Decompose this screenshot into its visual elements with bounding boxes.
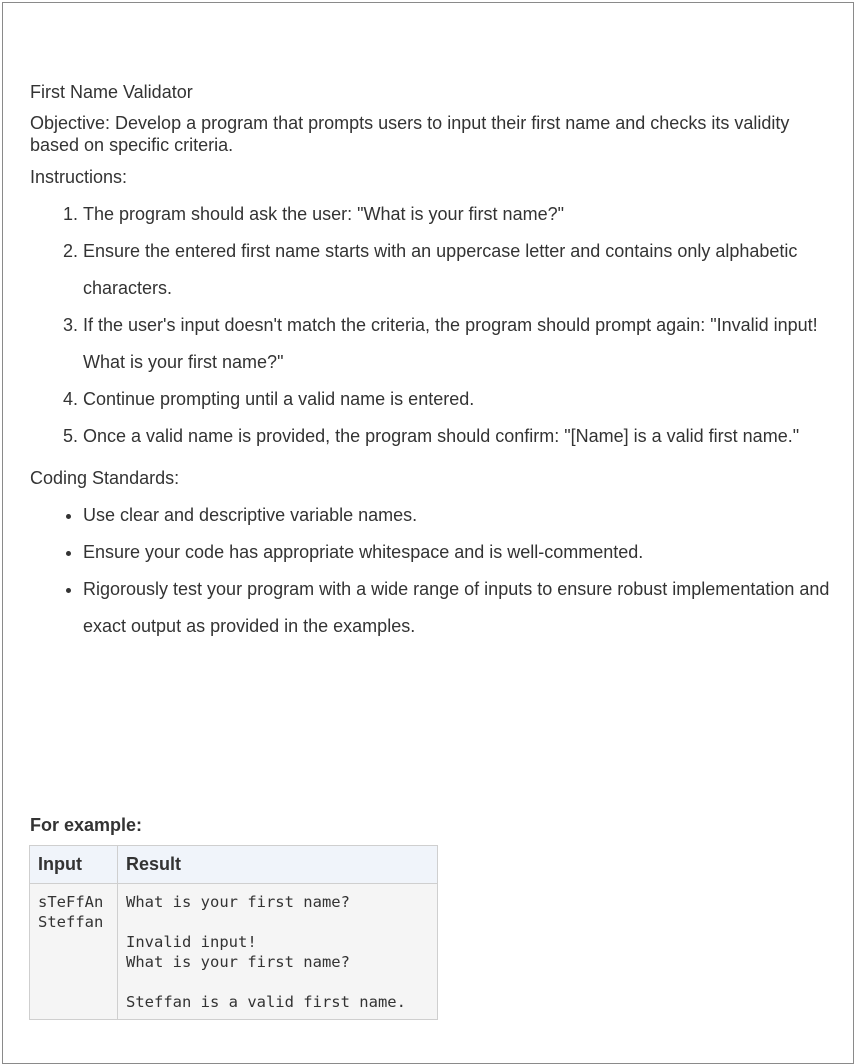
- instructions-list: [30, 196, 830, 455]
- example-result-cell: What is your first name? Invalid input! What is your first name? Steffan is a valid first name.: [118, 884, 438, 1020]
- example-table: [29, 845, 438, 1020]
- standard-item: • Ensure your code has appropriate whitespace and is well-commented.: [83, 534, 830, 571]
- input-column-header: Input: [30, 846, 118, 884]
- standard-item: • Use clear and descriptive variable names.: [83, 497, 830, 534]
- page-title: First Name Validator: [30, 82, 193, 102]
- table-header-row: [30, 846, 438, 884]
- standard-item: • Rigorously test your program with a wide range of inputs to ensure robust implementation and exact output as provided in the examples.: [83, 571, 830, 645]
- coding-standards-heading: Coding Standards:: [30, 468, 180, 488]
- example-label: For example:: [30, 815, 143, 835]
- table-row: [30, 884, 438, 1020]
- coding-standards-list: [30, 497, 830, 645]
- instruction-item: 5. Once a valid name is provided, the program should confirm: "[Name] is a valid first name.": [83, 418, 830, 455]
- instruction-item: 4. Continue prompting until a valid name is entered.: [83, 381, 830, 418]
- question-text: [30, 80, 830, 645]
- instruction-item: 3. If the user's input doesn't match the criteria, the program should prompt again: "Invalid input! What is your first name?": [83, 307, 830, 381]
- instructions-heading: Instructions:: [30, 167, 128, 187]
- instruction-item: 1. The program should ask the user: "What is your first name?": [83, 196, 830, 233]
- result-column-header: Result: [118, 846, 438, 884]
- objective-text: Objective: Develop a program that prompts users to input their first name and checks its validity based on specific criteria.: [30, 113, 790, 155]
- example-input-cell: sTeFfAn Steffan: [30, 884, 118, 1020]
- instruction-item: 2. Ensure the entered first name starts with an uppercase letter and contains only alphabetic characters.: [83, 233, 830, 307]
